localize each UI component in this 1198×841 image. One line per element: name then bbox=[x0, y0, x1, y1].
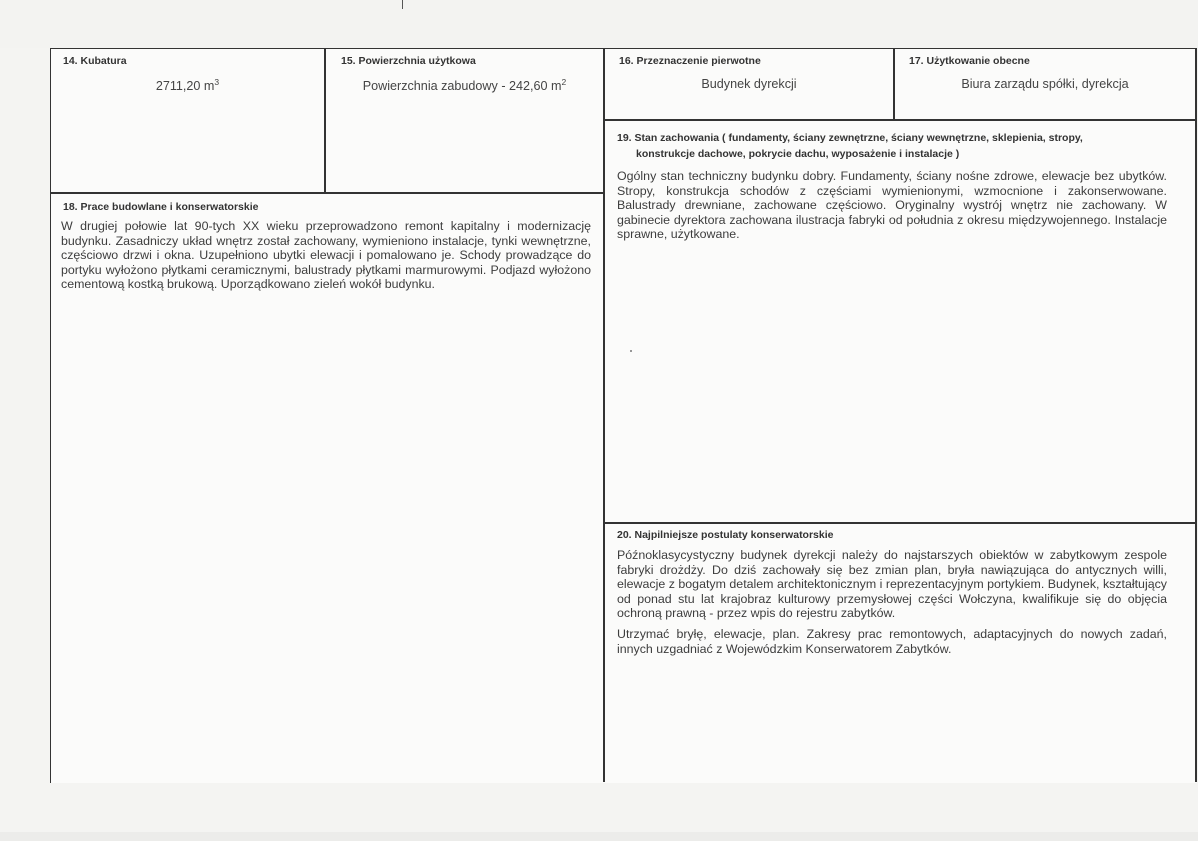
field-16-value: Budynek dyrekcji bbox=[701, 77, 797, 91]
field-19-paragraph: Ogólny stan techniczny budynku dobry. Fundamenty, ściany nośne zdrowe, elewacje bez ubytków. Stropy, konstrukcja schodów z częściami wymienionymi, wzmocnione i zakonserwowane. Balustrady drewniane, zachowane częściowo. Oryginalny wystrój wnętrz nie zachowany. W gabinecie dyrektora zachowana ilustracja fabryki od południa z okresu międzywojennego. Instalacje sprawne, użytkowane. bbox=[617, 169, 1167, 242]
field-20-text bbox=[617, 548, 1167, 662]
divider-row-20 bbox=[603, 522, 1197, 524]
field-20-paragraph-2: Utrzymać bryłę, elewacje, plan. Zakresy prac remontowych, adaptacyjnych do nowych zadań, innych uzgadniać z Wojewódzkim Konserwatorem Zabytków. bbox=[617, 626, 1167, 656]
field-16-label: 16. Przeznaczenie pierwotne bbox=[619, 55, 761, 67]
field-19-label-line1: 19. Stan zachowania ( fundamenty, ściany zewnętrzne, ściany wewnętrzne, sklepienia, stropy, bbox=[617, 132, 1083, 144]
divider-main bbox=[603, 49, 605, 782]
field-15-number: Powierzchnia zabudowy - 242,60 m bbox=[362, 79, 562, 94]
divider-row-19 bbox=[603, 119, 1197, 121]
field-14-value bbox=[51, 77, 324, 93]
field-14-label: 14. Kubatura bbox=[63, 55, 127, 67]
field-18-label: 18. Prace budowlane i konserwatorskie bbox=[63, 201, 259, 213]
field-17-label: 17. Użytkowanie obecne bbox=[909, 55, 1030, 67]
scan-bottom-edge bbox=[0, 832, 1198, 841]
scan-speck bbox=[630, 350, 632, 352]
field-14-unit-exponent: 3 bbox=[214, 77, 220, 87]
field-20-label: 20. Najpilniejsze postulaty konserwatorskie bbox=[617, 529, 834, 541]
field-19-label-line2: konstrukcje dachowe, pokrycie dachu, wyposażenie i instalacje ) bbox=[636, 148, 960, 160]
field-19-text bbox=[617, 169, 1167, 248]
scan-top-margin bbox=[0, 0, 1198, 48]
page-fold-mark bbox=[402, 0, 403, 9]
field-18-paragraph: W drugiej połowie lat 90-tych XX wieku przeprowadzono remont kapitalny i modernizację budynku. Zasadniczy układ wnętrz został zachowany, wymieniono instalacje, tynki wewnętrzne, częściowo drzwi i okna. Uzupełniono ubytki elewacji i pomalowano je. Schody prowadzące do portyku wyłożono płytkami ceramicznymi, balustrady płytkami marmurowymi. Podjazd wyłożono cementową kostką brukową. Uporządkowano zieleń wokół budynku. bbox=[61, 219, 591, 292]
field-15-value bbox=[326, 77, 603, 93]
field-17-value: Biura zarządu spółki, dyrekcja bbox=[961, 77, 1129, 91]
heritage-record-form bbox=[50, 48, 1197, 783]
field-15-unit-exponent: 2 bbox=[561, 77, 567, 87]
field-14-number: 2711,20 m bbox=[155, 79, 215, 94]
divider-right bbox=[1195, 49, 1197, 782]
field-15-label: 15. Powierzchnia użytkowa bbox=[341, 55, 476, 67]
field-20-paragraph-1: Późnoklasycystyczny budynek dyrekcji należy do najstarszych obiektów w zabytkowym zespole fabryki drożdży. Do dziś zachowały się bez zmian plan, bryła nawiązująca do antycznych willi, elewacje z bogatym detalem architektonicznym i reprezentacyjnym portykiem. Budynek, kształtujący od ponad stu lat krajobraz kulturowy przemysłowej części Wołczyna, kwalifikuje się do objęcia ochroną prawną - przez wpis do rejestru zabytków. bbox=[617, 548, 1167, 621]
divider-14-15 bbox=[324, 49, 326, 193]
divider-row-18 bbox=[51, 192, 604, 194]
field-18-text bbox=[61, 219, 591, 298]
